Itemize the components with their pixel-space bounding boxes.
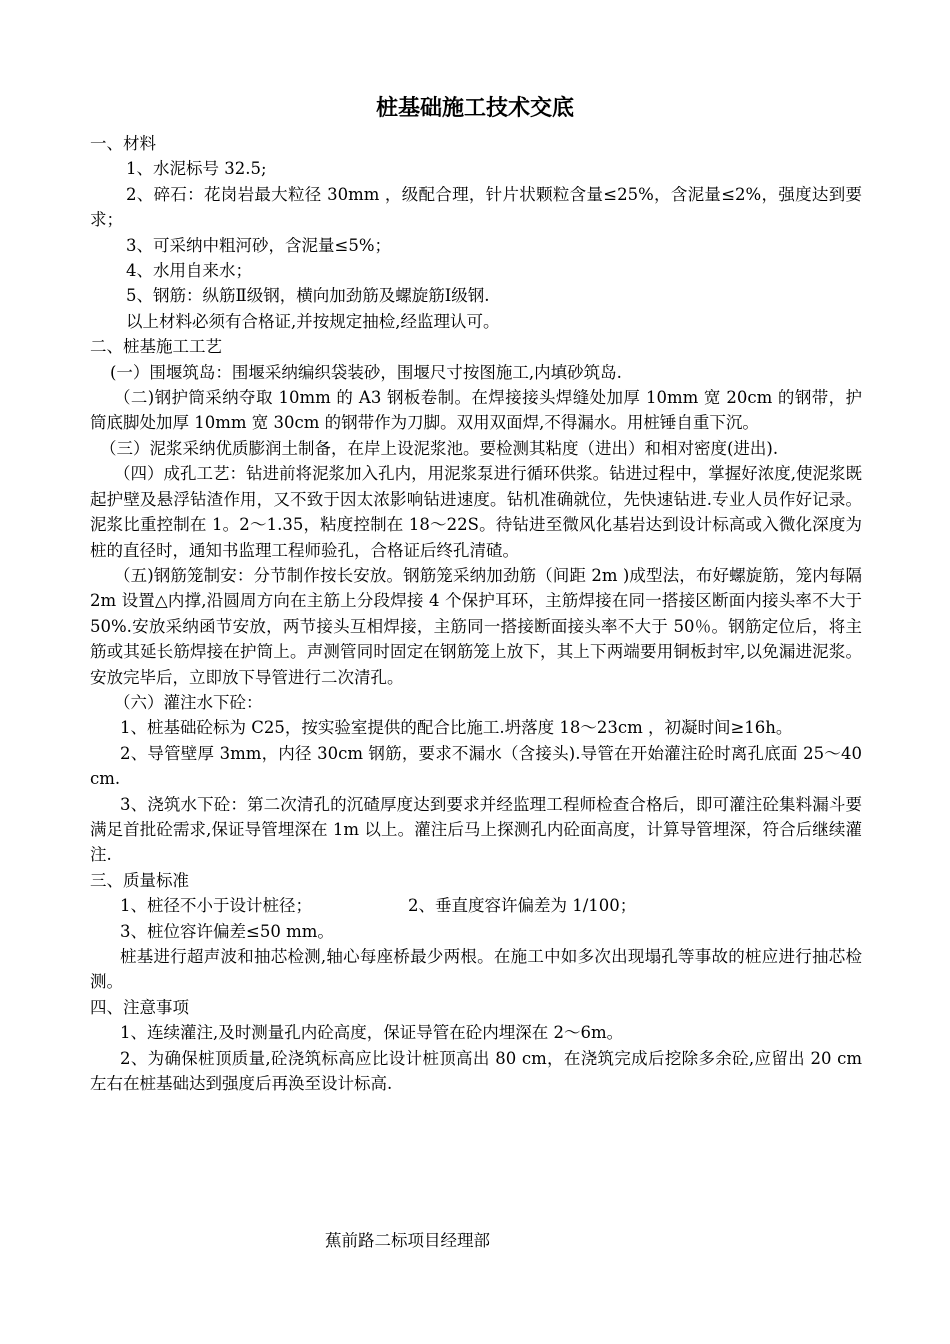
section-heading-process: 二、桩基施工工艺: [90, 337, 222, 357]
materials-note: 以上材料必须有合格证,并按规定抽检,经监理认可。: [126, 311, 500, 331]
materials-item: 5、钢筋：纵筋Ⅱ级钢，横向加劲筋及螺旋筋Ⅰ级钢.: [126, 286, 490, 306]
section-heading-notes: 四、注意事项: [90, 997, 189, 1017]
materials-item: 2、碎石：花岗岩最大粒径 30mm ，级配合理，针片状颗粒含量≤25%，含泥量≤2%，强度达到要求；: [90, 184, 862, 230]
document-body: [90, 131, 862, 1096]
process-paragraph: （四）成孔工艺：钻进前将泥浆加入孔内，用泥浆泵进行循环供浆。钻进过程中，掌握好浓度,使泥浆既起护壁及悬浮钻渣作用，又不致于因太浓影响钻进速度。钻机准确就位，先快速钻进.专业人员作好记录。泥浆比重控制在 1。2～1.35，粘度控制在 18～22S。待钻进至微风化基岩达到设计标高或入微化深度为桩的直径时，通知书监理工程师验孔，合格证后终孔清碴。: [90, 464, 862, 560]
process-paragraph: （六）灌注水下砼：: [114, 692, 263, 712]
document-title: 桩基础施工技术交底: [375, 95, 574, 121]
process-paragraph: （二)钢护筒采纳夺取 10mm 的 A3 钢板卷制。在焊接接头焊缝处加厚 10mm 宽 20cm 的钢带，护筒底脚处加厚 10mm 宽 30cm 的钢带作为刀脚。双用双面焊,不得漏水。用桩锤自重下沉。: [90, 388, 862, 433]
materials-item: 4、水用自来水；: [126, 261, 252, 281]
notes-item: 2、为确保桩顶质量,砼浇筑标高应比设计桩顶高出 80 cm，在浇筑完成后挖除多余砼,应留出 20 cm 左右在桩基础达到强度后再涣至设计标高.: [90, 1048, 862, 1094]
quality-row: [90, 893, 862, 918]
quality-item: 1、桩径不小于设计桩径；: [120, 896, 312, 916]
quality-item: 3、桩位容许偏差≤50 mm。: [120, 921, 334, 941]
section-heading-materials: 一、材料: [90, 134, 156, 153]
notes-item: 1、连续灌注,及时测量孔内砼高度，保证导管在砼内埋深在 2～6m。: [120, 1023, 624, 1043]
process-subitem: 1、桩基础砼标为 C25，按实验室提供的配合比施工.坍落度 18～23cm ，初凝时间≥16h。: [120, 718, 793, 738]
process-paragraph: （三）泥浆采纳优质膨润土制备，在岸上设泥浆池。要检测其粘度（进出）和相对密度(进出).: [100, 438, 779, 458]
materials-item: 3、可采纳中粗河砂，含泥量≤5%；: [126, 235, 391, 255]
quality-item: 2、垂直度容许偏差为 1/100；: [408, 896, 637, 916]
process-paragraph: (一）围堰筑岛：围堰采纳编织袋装砂，围堰尺寸按图施工,内填砂筑岛.: [110, 362, 622, 382]
quality-note: 桩基进行超声波和抽芯检测,轴心每座桥最少两根。在施工中如多次出现塌孔等事故的桩应进行抽芯检测。: [90, 947, 862, 992]
process-paragraph: （五)钢筋笼制安：分节制作按长安放。钢筋笼采纳加劲筋（间距 2m )成型法，布好螺旋筋，笼内每隔 2m 设置△内撑,沿圆周方向在主筋上分段焊接 4 个保护耳环，主筋焊接在同一搭接区断面内接头率不大于 50%.安放采纳函节安放，两节接头互相焊接，主筋同一搭接断面接头率不大于 50％。钢筋定位后，将主筋或其延长筋焊接在护筒上。声测管同时固定在钢筋笼上放下，其上下两端要用铜板封牢,以免漏进泥浆。安放完毕后，立即放下导管进行二次清孔。: [90, 565, 862, 687]
process-subitem: 2、导管壁厚 3mm，内径 30cm 钢筋，要求不漏水（含接头).导管在开始灌注砼时离孔底面 25～40cm.: [90, 743, 862, 789]
signature: 蕉前路二标项目经理部: [325, 1231, 490, 1250]
section-heading-quality: 三、质量标准: [90, 870, 189, 890]
materials-item: 1、水泥标号 32.5;: [126, 159, 267, 179]
process-subitem: 3、浇筑水下砼：第二次清孔的沉碴厚度达到要求并经监理工程师检查合格后，即可灌注砼集料漏斗要满足首批砼需求,保证导管埋深在 1m 以上。灌注后马上探测孔内砼面高度，计算导管埋深，符合后继续灌注.: [90, 794, 862, 865]
